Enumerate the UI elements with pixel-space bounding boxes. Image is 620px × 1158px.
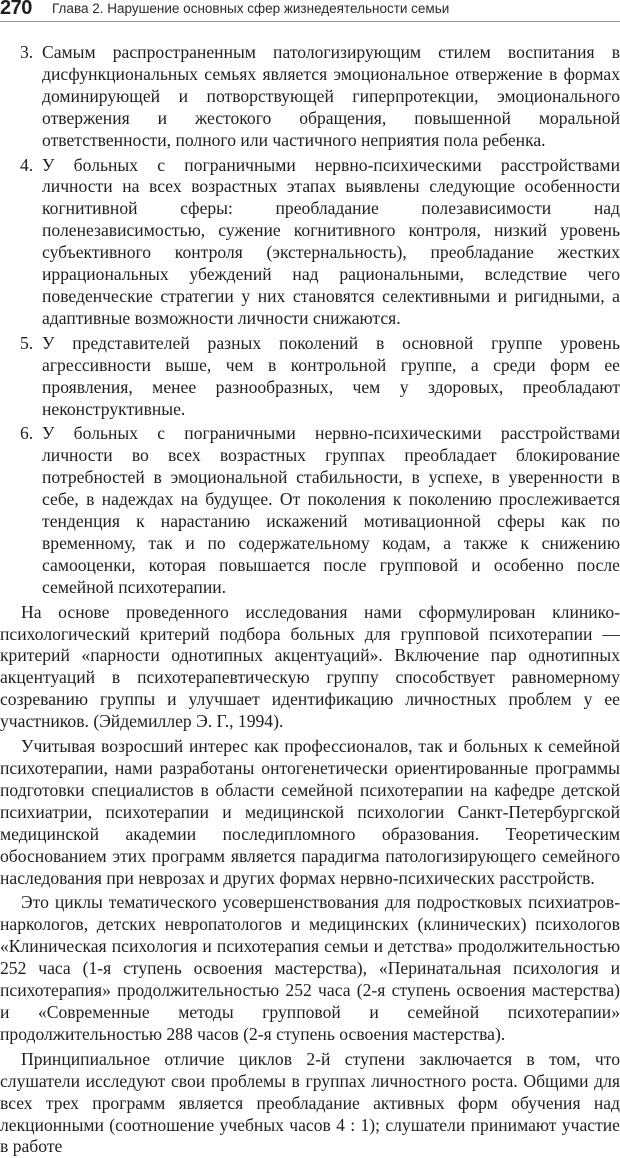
list-item-text: У больных с пограничными нервно-психическими расстройствами личности на всех возрастных этапах выявлены следующие особенности когнитивной сферы: преобладание полезависимости над поленезависимостью, сужение когнитивного контроля, низкий уровень субъективного контроля (экстернальность), преобладание жестких иррациональных убеждений над рациональными, вследствие чего поведенческие стратегии у них становятся селективными и ригидными, а адаптивные возможности личности снижаются. — [42, 154, 620, 328]
body-paragraph: На основе проведенного исследования нами сформулирован клинико-психологический критерий подбора больных для групповой психотерапии — критерий «парности однотипных акцентуаций». Включение пар однотипных акцентуаций в психотерапевтическую группу способствует равномерному созреванию группы и улучшает идентификацию личностных проблем у ее участников. (Эйдемиллер Э. Г., 1994). — [0, 601, 620, 732]
numbered-list — [0, 42, 620, 599]
body-paragraph: Принципиальное отличие циклов 2-й ступени заключается в том, что слушатели исследуют свои проблемы в группах личностного роста. Общими для всех трех программ является преобладание активных форм обучения над лекционными (соотношение учебных часов 4 : 1); слушатели принимают участие в работе — [0, 1048, 620, 1157]
list-item-text: У представителей разных поколений в основной группе уровень агрессивности выше, чем в контрольной группе, а среди форм ее проявления, менее разнообразных, чем у здоровых, преобладают неконструктивные. — [42, 332, 620, 419]
body-paragraph: Учитывая возросший интерес как профессионалов, так и больных к семейной психотерапии, нами разработаны онтогенетически ориентированные программы подготовки специалистов в области семейной психотерапии на кафедре детской психиатрии, психотерапии и медицинской психологии Санкт-Петербургской медицинской академии последипломного образования. Теоретическим обоснованием этих программ является парадигма патологизирующего семейного наследования при неврозах и других формах нервно-психических расстройств. — [0, 736, 620, 888]
list-item — [0, 42, 620, 152]
page-body — [0, 42, 620, 1158]
body-paragraph: Это циклы тематического усовершенствования для подростковых психиатров-наркологов, детских невропатологов и медицинских (клинических) психологов «Клиническая психология и психотерапия семьи и детства» продолжительностью 252 часа (1-я ступень освоения мастерства), «Перинатальная психология и психотерапия» продолжительностью 252 часа (2-я ступень освоения мастерства) и «Современные методы групповой и семейной психотерапии» продолжительностью 288 часов (2-я ступень освоения мастерства). — [0, 892, 620, 1044]
body-paragraphs — [0, 602, 620, 1158]
list-item-text: У больных с пограничными нервно-психическими расстройствами личности во всех возрастных группах преобладает блокирование потребностей в эмоциональной стабильности, в успехе, в уверенности в себе, в надеждах на будущее. От поколения к поколению прослеживается тенденция к нарастанию искажений мотивационной сферы как по временному, так и по содержательному кодам, а также к снижению самооценки, которая повышается после групповой и особенно после семейной психотерапии. — [42, 423, 620, 597]
list-item-text: Самым распространенным патологизирующим стилем воспитания в дисфункциональных семьях является эмоциональное отвержение в формах доминирующей и потворствующей гиперпротекции, эмоционального отвержения и жестокого обращения, повышенной моральной ответственности, полного или частичного неприятия пола ребенка. — [42, 42, 620, 150]
chapter-running-title: Глава 2. Нарушение основных сфер жизнедеятельности семьи — [52, 1, 450, 16]
list-item — [0, 423, 620, 598]
list-item-number: 3. — [20, 42, 34, 62]
page-number: 270 — [0, 0, 32, 19]
list-item — [0, 333, 620, 421]
list-item-number: 4. — [20, 154, 34, 175]
header-rule — [0, 21, 620, 22]
list-item — [0, 155, 620, 330]
running-header — [0, 0, 620, 22]
list-item-number: 5. — [20, 332, 34, 353]
list-item-number: 6. — [20, 423, 34, 444]
